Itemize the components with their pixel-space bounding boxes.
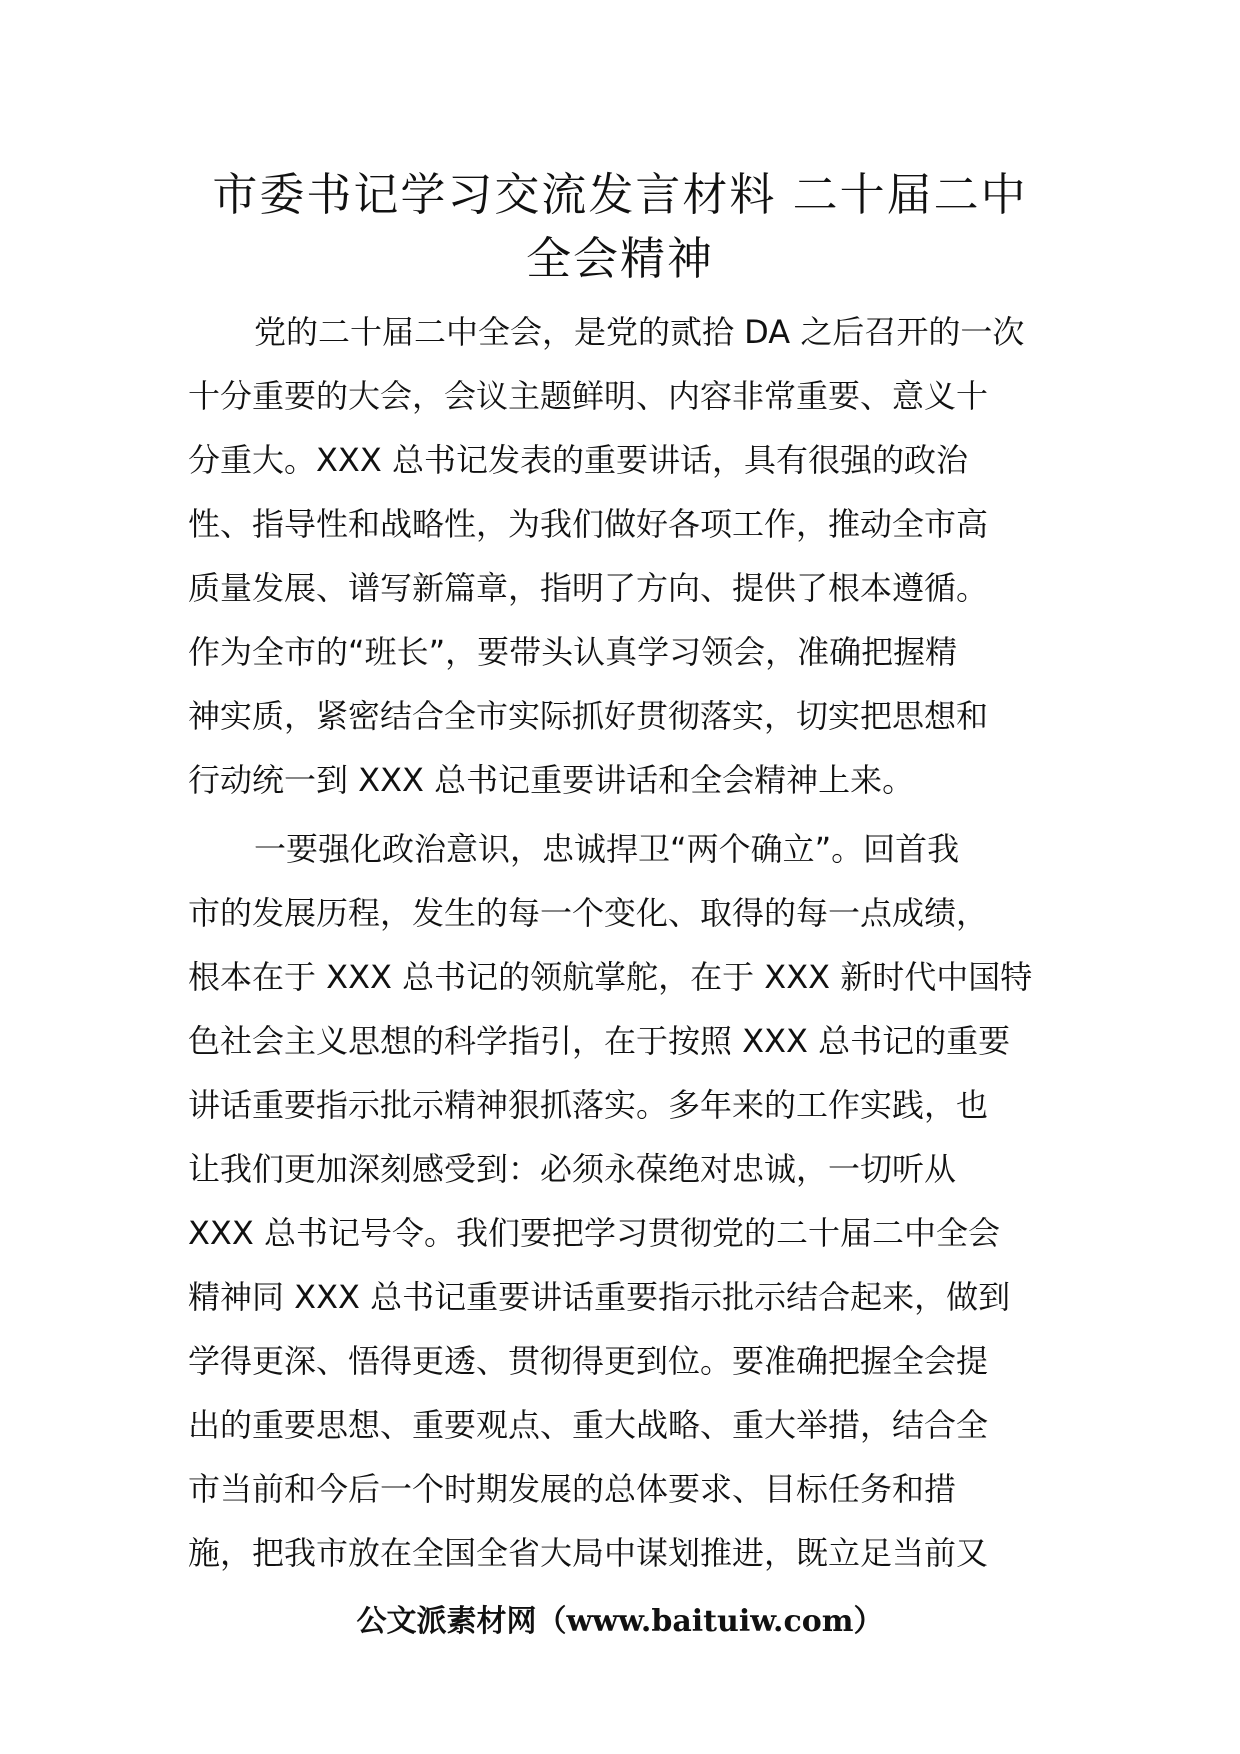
paragraph-line: 施，把我市放在全国全省大局中谋划推进，既立足当前又 [188,1534,989,1572]
paragraph-line: 精神同 XXX 总书记重要讲话重要指示批示结合起来，做到 [188,1278,1011,1316]
paragraph-line: XXX 总书记号令。我们要把学习贯彻党的二十届二中全会 [188,1214,1000,1252]
paragraph-line: 市当前和今后一个时期发展的总体要求、目标任务和措 [188,1470,957,1508]
document-title [150,163,1090,291]
paragraph-line: 分重大。XXX 总书记发表的重要讲话，具有很强的政治 [188,441,968,479]
paragraph-2 [188,817,1052,1585]
paragraph-line: 党的二十届二中全会，是党的贰拾 DA 之后召开的一次 [254,313,1025,351]
paragraph-line: 一要强化政治意识，忠诚捍卫“两个确立”。回首我 [254,830,960,868]
paragraph-line: 神实质，紧密结合全市实际抓好贯彻落实，切实把思想和 [188,697,989,735]
paragraph-line: 市的发展历程，发生的每一个变化、取得的每一点成绩， [188,894,989,932]
document-title-line-2: 全会精神 [525,232,714,285]
paragraph-line: 质量发展、谱写新篇章，指明了方向、提供了根本遵循。 [188,569,989,607]
paragraph-line: 根本在于 XXX 总书记的领航掌舵，在于 XXX 新时代中国特 [188,958,1033,996]
footer-watermark: 公文派素材网（www.baituiw.com） [356,1604,884,1639]
paragraph-line: 作为全市的“班长”，要带头认真学习领会，准确把握精 [188,633,958,671]
paragraph-line: 让我们更加深刻感受到：必须永葆绝对忠诚，一切听从 [188,1150,957,1188]
paragraph-line: 性、指导性和战略性，为我们做好各项工作，推动全市高 [188,505,989,543]
document-body [188,300,1052,1585]
paragraph-line: 行动统一到 XXX 总书记重要讲话和全会精神上来。 [188,761,915,799]
paragraph-line: 出的重要思想、重要观点、重大战略、重大举措，结合全 [188,1406,989,1444]
paragraph-line: 学得更深、悟得更透、贯彻得更到位。要准确把握全会提 [188,1342,989,1380]
paragraph-line: 十分重要的大会，会议主题鲜明、内容非常重要、意义十 [188,377,989,415]
paragraph-line: 色社会主义思想的科学指引，在于按照 XXX 总书记的重要 [188,1022,1011,1060]
paragraph-line: 讲话重要指示批示精神狠抓落实。多年来的工作实践，也 [188,1086,989,1124]
paragraph-1 [188,300,1052,812]
document-title-line-1: 市委书记学习交流发言材料 二十届二中 [212,168,1028,221]
